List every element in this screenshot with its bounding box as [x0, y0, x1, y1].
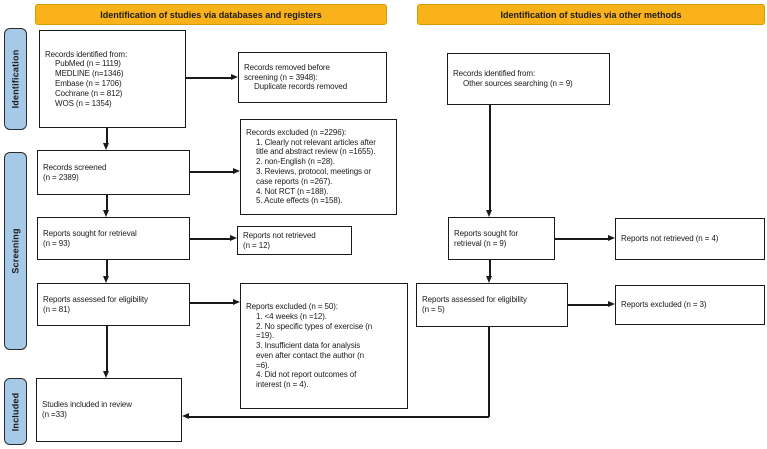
box-text-line: Reports not retrieved (n = 4) — [621, 234, 719, 244]
arrow-sought9-to-notretrieved4-head — [608, 235, 615, 241]
box-text-line: retrieval (n = 9) — [454, 238, 507, 248]
box-text-line: =6). — [256, 360, 270, 370]
box-text-line: case reports (n =267). — [256, 176, 333, 186]
header-databases-registers: Identification of studies via databases and registers — [35, 4, 387, 25]
box-reports-excluded-other — [615, 285, 765, 325]
box-text-line: 4. Did not report outcomes of — [256, 370, 357, 380]
arrow-other-to-sought-line — [489, 105, 491, 211]
stage-label-included — [4, 378, 27, 445]
box-reports-not-retrieved-other — [615, 218, 765, 260]
arrow-assessed5-to-excluded3-head — [608, 301, 615, 307]
arrow-screened-to-sought-line — [106, 195, 108, 211]
arrow-identified-to-removed-head — [231, 74, 238, 80]
box-reports-assessed-eligibility-other — [416, 283, 568, 327]
box-reports-not-retrieved — [237, 226, 352, 255]
box-reports-assessed-eligibility — [37, 283, 190, 326]
box-text-line: Reports assessed for eligibility — [422, 295, 527, 305]
box-text-line: (n = 2389) — [43, 172, 79, 182]
box-text-line: Records excluded (n =2296): — [246, 127, 347, 137]
box-text-line: MEDLINE (n=1346) — [55, 69, 124, 79]
box-records-excluded — [240, 119, 397, 215]
box-text-line: (n = 81) — [43, 304, 70, 314]
box-text-line: 1. <4 weeks (n =12). — [256, 311, 327, 321]
arrow-assessed5-to-excluded3-line — [568, 304, 609, 306]
arrow-identified-to-removed-line — [186, 77, 232, 79]
box-text-line: PubMed (n = 1119) — [55, 59, 121, 69]
box-text-line: 4. Not RCT (n =188). — [256, 186, 329, 196]
box-text-line: Records removed before — [244, 62, 330, 72]
stage-label-identification — [4, 28, 27, 130]
arrow-assessed5-to-included-head — [182, 413, 189, 419]
box-text-line: 2. non-English (n =28). — [256, 157, 335, 167]
box-text-line: Records screened — [43, 162, 107, 172]
arrow-sought9-to-assessed5-head — [486, 276, 492, 283]
arrow-sought-to-assessed-line — [106, 260, 108, 277]
arrow-assessed-to-included-head — [103, 371, 109, 378]
box-text-line: =19). — [256, 331, 274, 341]
box-text-line: Cochrane (n = 812) — [55, 88, 123, 98]
box-text-line: 3. Reviews, protocol, meetings or — [256, 167, 371, 176]
arrow-identified-to-screened-line — [106, 128, 108, 144]
stage-label-included-text: Included — [10, 392, 21, 431]
box-reports-sought-retrieval — [37, 217, 190, 260]
box-text-line: Reports assessed for eligibility — [43, 294, 148, 304]
arrow-sought-to-notretrieved-head — [230, 235, 237, 241]
box-records-other-sources — [447, 53, 610, 105]
header-other-methods: Identification of studies via other methods — [417, 4, 765, 25]
box-text-line: Reports not retrieved — [243, 230, 316, 240]
arrow-screened-to-sought-head — [103, 210, 109, 217]
arrow-sought9-to-assessed5-line — [489, 260, 491, 277]
box-reports-sought-retrieval-other — [448, 217, 555, 260]
box-text-line: interest (n = 4). — [256, 380, 309, 390]
arrow-sought-to-assessed-head — [103, 276, 109, 283]
arrow-assessed5-to-included-hline — [188, 416, 489, 418]
stage-label-screening — [4, 152, 27, 350]
box-records-screened — [37, 150, 190, 195]
box-text-line: Records identified from: — [45, 49, 128, 59]
box-text-line: 3. Insufficient data for analysis — [256, 341, 361, 351]
box-text-line: 5. Acute effects (n =158). — [256, 196, 343, 206]
box-text-line: Other sources searching (n = 9) — [463, 79, 573, 88]
box-text-line: (n = 93) — [43, 238, 70, 248]
box-text-line: Reports excluded (n = 3) — [621, 300, 707, 310]
arrow-assessed5-to-included-vline — [488, 327, 490, 417]
arrow-assessed-to-excluded50-line — [190, 302, 234, 304]
box-text-line: (n = 5) — [422, 305, 445, 314]
box-text-line: (n = 12) — [243, 240, 270, 250]
arrow-identified-to-screened-head — [103, 143, 109, 150]
box-text-line: 1. Clearly not relevant articles after — [256, 137, 376, 147]
arrow-assessed-to-included-line — [106, 326, 108, 372]
box-text-line: (n =33) — [42, 410, 67, 419]
arrow-assessed-to-excluded50-head — [233, 299, 240, 305]
stage-label-identification-text: Identification — [10, 49, 21, 109]
box-text-line: Embase (n = 1706) — [55, 79, 122, 88]
arrow-screened-to-excluded-head — [233, 168, 240, 174]
box-text-line: Duplicate records removed — [254, 82, 348, 92]
box-text-line: Records identified from: — [453, 69, 536, 79]
box-studies-included — [36, 378, 182, 442]
stage-label-screening-text: Screening — [10, 228, 21, 274]
box-records-identified — [39, 30, 186, 128]
box-text-line: screening (n = 3948): — [244, 72, 318, 82]
arrow-screened-to-excluded-line — [190, 171, 234, 173]
arrow-other-to-sought-head — [486, 210, 492, 217]
box-records-removed-before-screening — [238, 52, 387, 103]
arrow-sought-to-notretrieved-line — [190, 238, 231, 240]
box-text-line: Reports sought for retrieval — [43, 228, 137, 238]
box-text-line: WOS (n = 1354) — [55, 98, 112, 108]
box-text-line: Reports excluded (n = 50): — [246, 301, 338, 311]
box-text-line: title and abstract review (n =1655). — [256, 147, 376, 157]
arrow-sought9-to-notretrieved4-line — [555, 238, 609, 240]
box-text-line: even after contact the author (n — [256, 350, 364, 360]
box-text-line: Studies included in review — [42, 400, 132, 410]
box-text-line: Reports sought for — [454, 228, 519, 238]
box-text-line: 2. No specific types of exercise (n — [256, 321, 373, 331]
box-reports-excluded-50 — [240, 283, 408, 409]
